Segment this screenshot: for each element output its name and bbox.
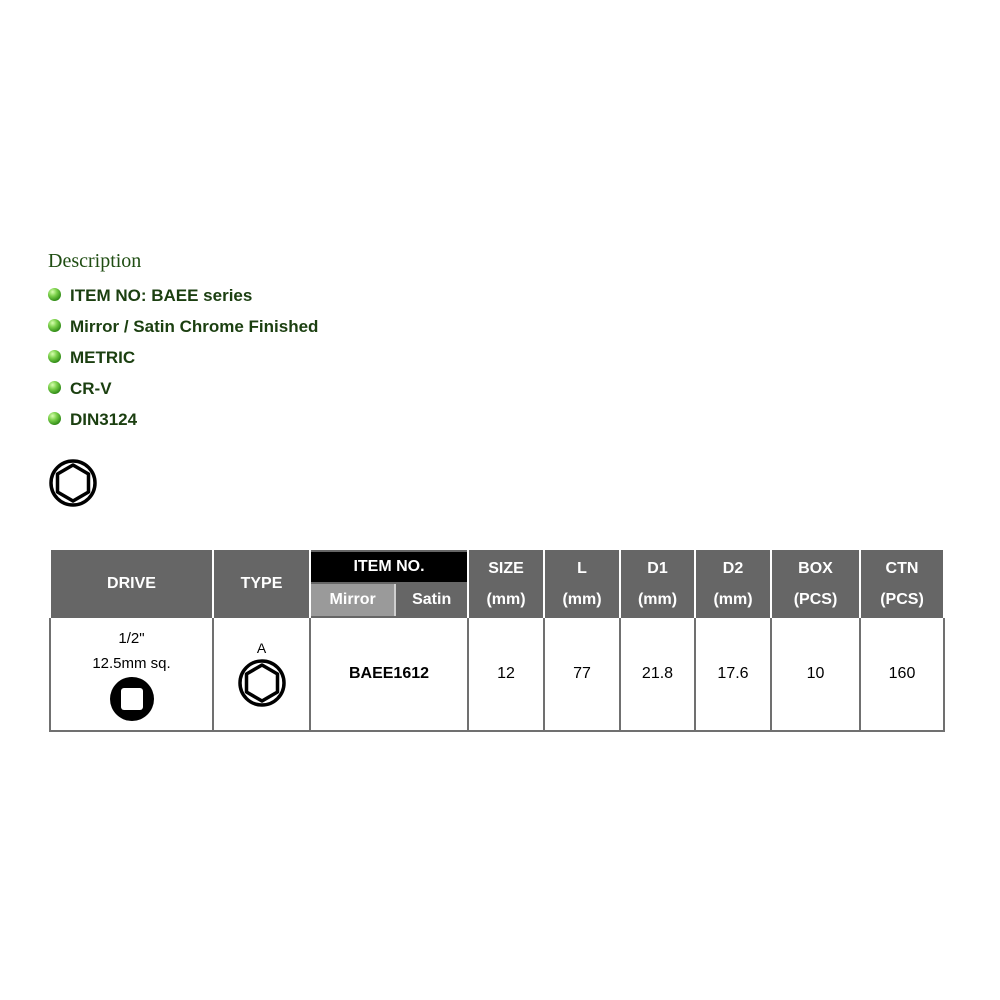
cell-box: 10 (771, 618, 860, 731)
header-ctn (860, 550, 944, 618)
spec-table (49, 550, 945, 732)
drive-size: 1/2" (118, 630, 145, 647)
header-ctn-label: CTN (885, 560, 919, 577)
feature-list (48, 280, 318, 435)
cell-drive (50, 618, 213, 731)
type-label: A (256, 640, 267, 656)
green-bullet-icon (48, 381, 61, 394)
header-box-label: BOX (798, 560, 833, 577)
header-d2-unit: (mm) (713, 591, 753, 608)
header-d1-label: D1 (647, 560, 668, 577)
square-drive-icon (107, 676, 157, 722)
cell-l: 77 (544, 618, 620, 731)
green-bullet-icon (48, 288, 61, 301)
cell-ctn: 160 (860, 618, 944, 731)
feature-text: METRIC (70, 347, 136, 367)
green-bullet-icon (48, 350, 61, 363)
header-satin: Satin (395, 583, 467, 616)
description-title: Description (48, 250, 142, 272)
header-d2 (695, 550, 771, 618)
green-bullet-icon (48, 412, 61, 425)
hexagon-icon (48, 458, 98, 508)
cell-size: 12 (468, 618, 544, 731)
feature-text: CR-V (70, 378, 112, 398)
header-type: TYPE (213, 550, 310, 618)
feature-item (48, 373, 318, 404)
feature-text: Mirror / Satin Chrome Finished (70, 316, 319, 336)
header-item-no-group (310, 550, 468, 618)
header-d1-unit: (mm) (637, 591, 678, 608)
green-bullet-icon (48, 319, 61, 332)
header-box (771, 550, 860, 618)
cell-d1: 21.8 (620, 618, 695, 731)
feature-item (48, 280, 318, 311)
header-size-unit: (mm) (486, 591, 526, 608)
header-ctn-unit: (PCS) (880, 591, 924, 608)
header-l (544, 550, 620, 618)
header-mirror: Mirror (311, 583, 395, 616)
feature-item (48, 311, 318, 342)
header-size-label: SIZE (488, 560, 524, 577)
item-no-subtable (311, 552, 467, 616)
header-size (468, 550, 544, 618)
header-item-no: ITEM NO. (311, 552, 467, 583)
feature-item (48, 342, 318, 373)
feature-text: ITEM NO: BAEE series (70, 285, 253, 305)
header-d2-label: D2 (722, 560, 744, 577)
feature-item (48, 404, 318, 435)
header-d1 (620, 550, 695, 618)
table-row (50, 618, 944, 731)
hex-socket-icon (237, 658, 287, 708)
cell-item-no: BAEE1612 (310, 618, 468, 731)
table-header-row (50, 550, 944, 618)
drive-metric: 12.5mm sq. (92, 655, 171, 672)
feature-text: DIN3124 (70, 409, 138, 429)
cell-type (213, 618, 310, 731)
header-drive: DRIVE (50, 550, 213, 618)
header-l-unit: (mm) (562, 591, 602, 608)
header-box-unit: (PCS) (793, 591, 838, 608)
cell-d2: 17.6 (695, 618, 771, 731)
header-l-label: L (577, 560, 587, 577)
